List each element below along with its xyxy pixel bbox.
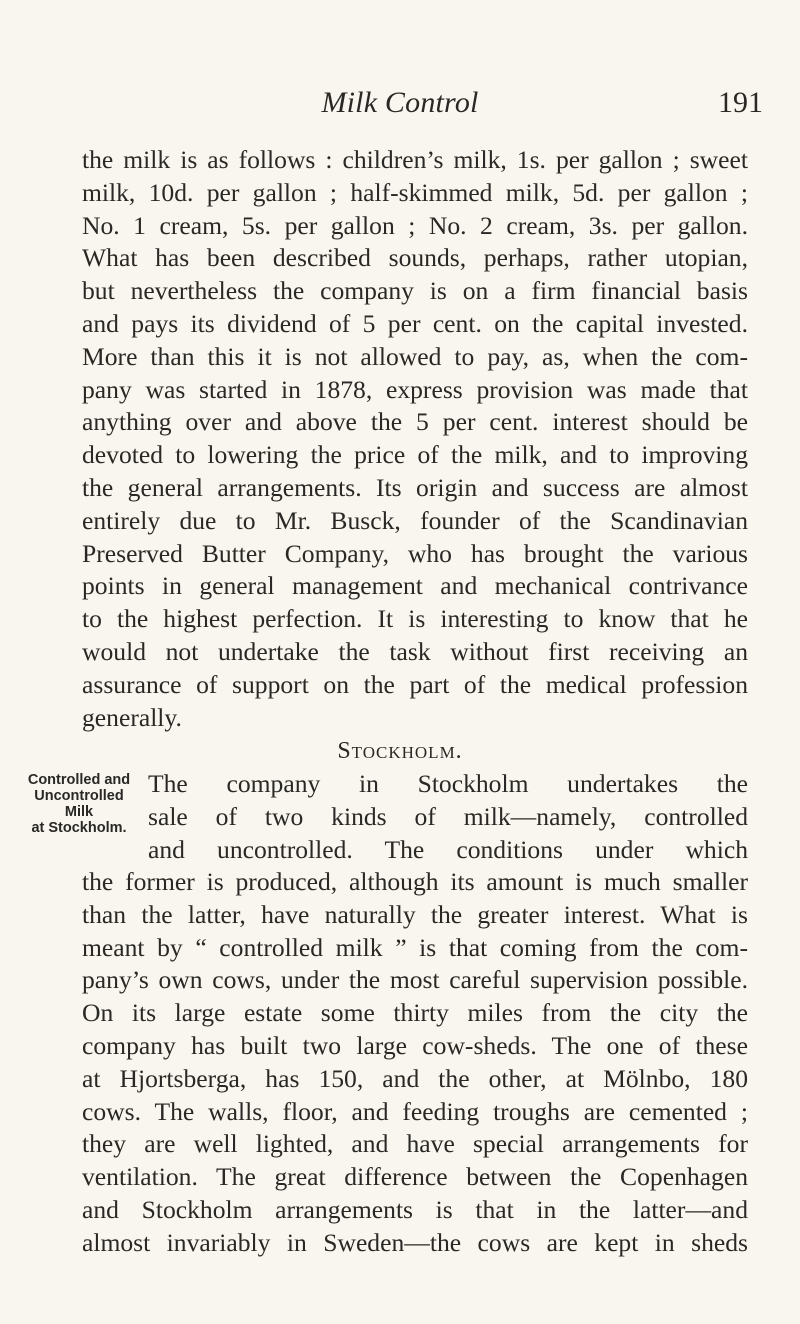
sidenote-line: Uncontrolled [34, 788, 124, 804]
paragraph-2 [82, 866, 748, 1260]
text-line: meant by “ controlled milk ” is that coming from the com- [82, 932, 748, 962]
text-line: More than this it is not allowed to pay, as, when the com- [82, 341, 748, 371]
text-line: almost invariably in Sweden—the cows are kept in sheds [82, 1227, 748, 1257]
text-line: and uncontrolled. The conditions under which [148, 834, 748, 864]
margin-sidenote [25, 772, 133, 836]
text-line: ventilation. The great difference between the Copenhagen [82, 1162, 748, 1192]
text-line: cows. The walls, floor, and feeding troughs are cemented ; [82, 1096, 748, 1126]
text-line: generally. [82, 702, 182, 732]
page-number: 191 [718, 86, 763, 119]
text-line: they are well lighted, and have special arrangements for [82, 1129, 748, 1159]
text-line: The company in Stockholm undertakes the [148, 769, 748, 798]
paragraph-2-indented [148, 768, 748, 866]
text-line: On its large estate some thirty miles from the city the [82, 998, 748, 1028]
text-line: Preserved Butter Company, who has brought the various [82, 538, 748, 568]
text-line: the milk is as follows : children’s milk, 1s. per gallon ; sweet [82, 145, 748, 174]
text-line: What has been described sounds, perhaps, rather utopian, [82, 243, 748, 273]
text-line: but nevertheless the company is on a firm financial basis [82, 276, 748, 306]
text-line: pany’s own cows, under the most careful supervision possible. [82, 965, 748, 995]
text-line: the former is produced, although its amount is much smaller [82, 867, 748, 896]
sidenote-line: at Stockholm. [31, 820, 127, 836]
text-line: assurance of support on the part of the medical profession [82, 669, 748, 699]
text-line: at Hjortsberga, has 150, and the other, at Mölnbo, 180 [82, 1063, 748, 1093]
text-line: milk, 10d. per gallon ; half-skimmed milk, 5d. per gallon ; [82, 177, 748, 207]
text-line: would not undertake the task without first receiving an [82, 636, 748, 666]
text-line: entirely due to Mr. Busck, founder of the Scandinavian [82, 505, 748, 535]
section-heading: Stockholm. [337, 738, 463, 764]
text-line: devoted to lowering the price of the milk, and to improving [82, 440, 748, 470]
text-line: company has built two large cow-sheds. The one of these [82, 1030, 748, 1060]
text-line: the general arrangements. Its origin and success are almost [82, 472, 748, 502]
text-line: and Stockholm arrangements is that in the latter—and [82, 1194, 748, 1224]
running-head [0, 86, 800, 122]
text-line: sale of two kinds of milk—namely, controlled [148, 801, 748, 831]
text-line: anything over and above the 5 per cent. interest should be [82, 407, 748, 437]
text-line: than the latter, have naturally the greater interest. What is [82, 899, 748, 929]
text-line: to the highest perfection. It is interesting to know that he [82, 604, 748, 634]
text-line: points in general management and mechanical contrivance [82, 571, 748, 601]
text-line: and pays its dividend of 5 per cent. on the capital invested. [82, 308, 748, 338]
paragraph-1 [82, 144, 748, 734]
sidenote-line: Milk [64, 804, 94, 820]
text-line: No. 1 cream, 5s. per gallon ; No. 2 cream, 3s. per gallon. [82, 210, 748, 240]
text-line: pany was started in 1878, express provision was made that [82, 374, 748, 404]
sidenote-line: Controlled and [27, 772, 131, 788]
running-title: Milk Control [321, 86, 479, 119]
